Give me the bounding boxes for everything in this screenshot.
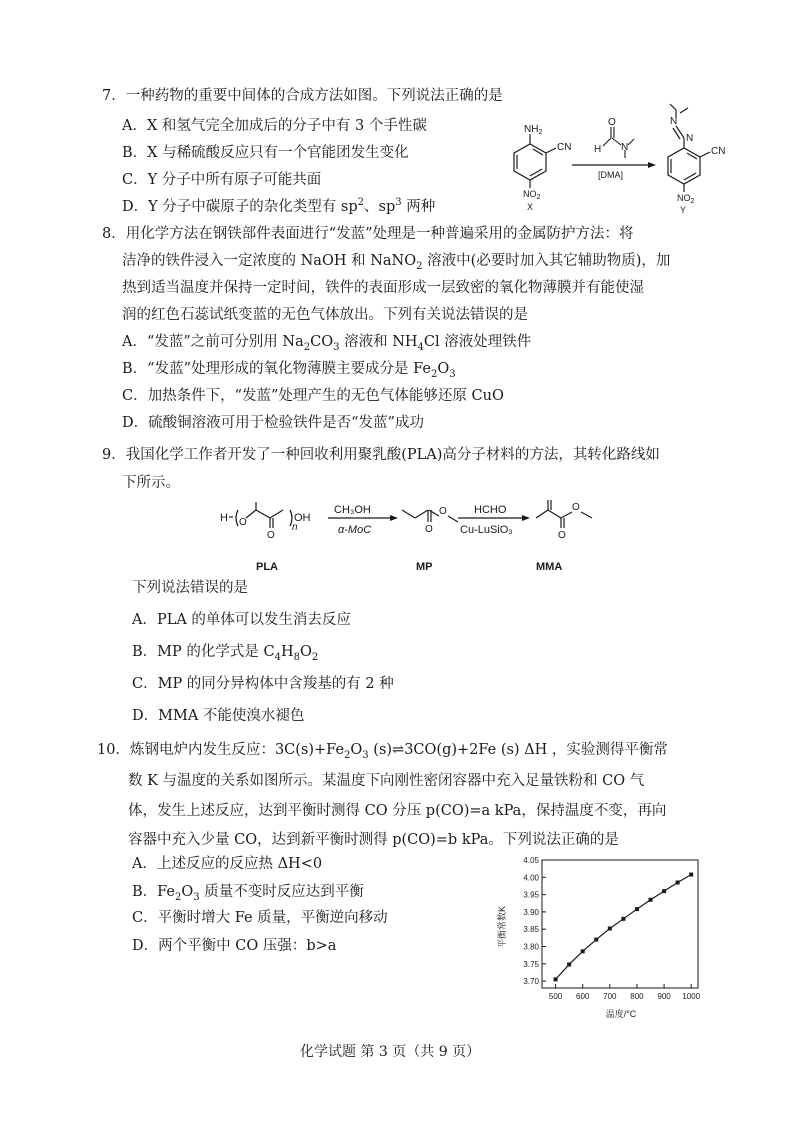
q10-line-4: 容器中充入少量 CO，达到新平衡时测得 p(CO)=b kPa。下列说法正确的是: [128, 832, 619, 848]
x-tick-label: 900: [657, 992, 671, 1001]
q7-d-sup1: 2: [357, 197, 365, 209]
chart-data-point: [608, 926, 612, 930]
y-tick-label: 3.85: [523, 925, 539, 935]
chart-data-point: [676, 880, 680, 884]
q8-line-2: [122, 251, 670, 271]
mp-carbonyl-o: O: [425, 524, 433, 535]
q9-b-text3: O: [299, 644, 312, 660]
x-cn-label: CN: [557, 142, 572, 153]
q8-line-3: 热到适当温度并保持一定时间，铁件的表面形成一层致密的氧化物薄膜并有能使湿: [122, 280, 644, 296]
q10-l1-sub2: 3: [362, 749, 369, 761]
q10-b-text3: 质量不变时反应达到平衡: [199, 884, 364, 900]
y-tick-label: 4.00: [523, 873, 539, 883]
dmf-n: N: [621, 142, 629, 153]
q9-reagent-2-top: HCHO: [474, 504, 507, 516]
pla-oh: OH: [294, 512, 311, 524]
q7-reaction-scheme: [490, 98, 750, 218]
q9-lead: 下列说法错误的是: [132, 580, 248, 596]
x-tick-label: 600: [576, 992, 590, 1001]
q7-d-text2: 、sp: [364, 199, 396, 215]
q9-reagent-1-bottom: α-MoC: [338, 524, 372, 536]
q7-option-a: A．X 和氢气完全加成后的分子中有 3 个手性碳: [122, 118, 427, 134]
y-no2-label: $NO_2$: [677, 193, 695, 205]
q9-option-a: A．PLA 的单体可以发生消去反应: [132, 612, 351, 628]
equilibrium-constant-chart: [490, 852, 710, 1022]
q8-a-text4: Cl 溶液处理铁件: [423, 334, 532, 350]
y-n-amidine: N: [670, 116, 678, 127]
q8-a-text2: CO: [310, 334, 334, 350]
q9-b-sub1: 4: [274, 651, 281, 663]
q10-b-text2: O: [181, 884, 194, 900]
q7-option-d: [122, 197, 435, 217]
x-tick-label: 500: [548, 992, 563, 1001]
q8-option-d: D．硫酸铜溶液可用于检验铁件是否“发蓝”成功: [122, 415, 424, 431]
q10-equilibrium-arrow: ⇌: [392, 742, 405, 758]
q10-l1-text2: O: [350, 742, 363, 758]
q10-l1-text4: 3CO(g)+2Fe (s) ΔH ，实验测得平衡常: [404, 742, 668, 758]
q8-option-b: [122, 359, 456, 379]
mma-label: MMA: [536, 561, 563, 573]
x-tick-label: 1000: [682, 992, 701, 1001]
x-molecule: [514, 134, 556, 188]
chart-y-axis-label: 平衡常数K: [497, 905, 507, 949]
chart-series-line: [556, 875, 692, 980]
x-no2-label: $NO_2$: [523, 189, 541, 201]
page-footer: 化学试题 第 3 页（共 9 页）: [300, 1044, 481, 1060]
q10-option-c: C．平衡时增大 Fe 质量，平衡逆向移动: [132, 910, 388, 926]
q8-l2-text1: 洁净的铁件浸入一定浓度的 NaOH 和 NaNO: [122, 253, 417, 269]
chart-data-point: [567, 962, 571, 966]
q7-condition: [DMA]: [598, 170, 624, 180]
q7-option-b: B．X 与稀硫酸反应只有一个官能团发生变化: [122, 145, 409, 161]
q8-a-sub3: 4: [417, 341, 424, 353]
pla-h: H: [220, 512, 228, 524]
mp-structure: [402, 510, 458, 522]
dmf-h: H: [594, 144, 602, 155]
dmf-reagent: [603, 127, 634, 158]
q10-l1-text1: 10．炼钢电炉内发生反应：3C(s)+Fe: [97, 742, 345, 758]
x-nh2-label: $NH_2$: [524, 124, 543, 136]
q7-stem: 7．一种药物的重要中间体的合成方法如图。下列说法正确的是: [102, 88, 503, 104]
q8-line-4: 润的红色石蕊试纸变蓝的无色气体放出。下列有关说法错误的是: [122, 307, 528, 323]
q10-b-sub2: 3: [193, 891, 200, 903]
chart-data-point: [649, 898, 653, 902]
q10-line-3: 体，发生上述反应，达到平衡时测得 CO 分压 p(CO)=a kPa，保持温度不变，再向: [128, 803, 667, 819]
q10-line-1: [97, 740, 668, 760]
y-tick-label: 3.80: [523, 942, 539, 952]
q8-l2-text2: 溶液中(必要时加入其它辅助物质)，加: [422, 253, 671, 269]
q7-d-sup2: 3: [395, 197, 402, 209]
q8-option-c: C．加热条件下，“发蓝”处理产生的无色气体能够还原 CuO: [122, 388, 504, 404]
mma-ester-o: O: [572, 502, 580, 513]
y-cn-label: CN: [711, 146, 726, 157]
chart-data-point: [581, 949, 585, 953]
mma-carbonyl-o: O: [558, 530, 566, 541]
q7-d-text1: D．Y 分子中碳原子的杂化类型有 sp: [122, 199, 358, 215]
chart-data-point: [621, 917, 625, 921]
chart-data-point: [635, 907, 639, 911]
q10-option-d: D．两个平衡中 CO 压强：b>a: [132, 938, 337, 954]
q7-d-text3: 两种: [401, 199, 436, 215]
y-tick-label: 3.95: [523, 890, 539, 900]
chart-data-point: [554, 977, 558, 981]
q9-reaction-scheme: [218, 500, 618, 578]
q8-b-text2: O: [437, 361, 450, 377]
y-tick-label: 4.05: [523, 856, 539, 865]
q10-line-2: 数 K 与温度的关系如图所示。某温度下向刚性密闭容器中充入足量铁粉和 CO 气: [128, 773, 645, 789]
q8-a-sub1: 2: [303, 341, 311, 353]
q8-b-sub1: 2: [430, 368, 438, 380]
mp-ester-o: O: [439, 506, 447, 517]
q8-b-sub2: 3: [449, 368, 456, 380]
y-n-imine: N: [686, 133, 694, 144]
q9-line-1: 9．我国化学工作者开发了一种回收利用聚乳酸(PLA)高分子材料的方法，其转化路线如: [102, 447, 660, 463]
q10-l1-text3: (s): [368, 742, 393, 758]
q9-b-sub2: 8: [293, 651, 300, 663]
q9-option-b: [132, 642, 318, 662]
x-tick-label: 700: [603, 992, 617, 1001]
q9-option-c: C．MP 的同分异构体中含羧基的有 2 种: [132, 676, 394, 692]
q9-reagent-2-bottom: Cu-LuSiO₃: [460, 524, 513, 536]
dmf-o: O: [608, 117, 616, 128]
q9-arrow-2-head: [522, 515, 530, 521]
chart-x-axis-label: 温度/°C: [605, 1009, 637, 1019]
q9-arrow-1-head: [390, 515, 398, 521]
chart-data-point: [594, 938, 598, 942]
q8-line-1: 8．用化学方法在钢铁部件表面进行“发蓝”处理是一种普遍采用的金属防护方法：将: [102, 226, 634, 242]
q9-b-text1: B．MP 的化学式是 C: [132, 644, 275, 660]
q7-arrow-head: [648, 162, 656, 168]
q8-b-text1: B．“发蓝”处理形成的氧化物薄膜主要成分是 Fe: [122, 361, 431, 377]
q10-b-sub1: 2: [175, 891, 182, 903]
y-tick-label: 3.70: [523, 977, 539, 987]
pla-o: O: [239, 517, 247, 528]
q10-option-a: A．上述反应的反应热 ΔH<0: [132, 856, 323, 872]
q7-option-c: C．Y 分子中所有原子可能共面: [122, 172, 322, 188]
q8-a-text3: 溶液和 NH: [339, 334, 418, 350]
q8-l2-sub: 2: [416, 260, 423, 272]
y-tick-label: 3.75: [523, 959, 539, 969]
q10-b-text1: B．Fe: [132, 884, 176, 900]
chart-data-point: [662, 889, 666, 893]
x-label: X: [527, 202, 534, 212]
y-label: Y: [680, 205, 687, 215]
x-tick-label: 800: [630, 992, 644, 1001]
q10-option-b: [132, 882, 364, 902]
q9-line-2: 下所示。: [122, 475, 180, 491]
q8-a-text1: A．“发蓝”之前可分别用 Na: [122, 334, 304, 350]
q8-a-sub2: 3: [333, 341, 340, 353]
q8-option-a: [122, 332, 531, 352]
pla-carbonyl-o: O: [267, 530, 275, 541]
y-tick-label: 3.90: [523, 907, 539, 917]
mma-structure: [536, 500, 592, 528]
chart-data-point: [689, 873, 693, 877]
mp-label: MP: [416, 561, 433, 573]
q9-reagent-1-top: CH₃OH: [334, 504, 371, 516]
q10-l1-sub1: 2: [344, 749, 351, 761]
pla-label: PLA: [256, 561, 278, 573]
pla-n: n: [292, 522, 298, 533]
q9-option-d: D．MMA 不能使溴水褪色: [132, 708, 305, 724]
q9-b-sub3: 2: [311, 651, 319, 663]
q9-b-text2: H: [280, 644, 294, 660]
